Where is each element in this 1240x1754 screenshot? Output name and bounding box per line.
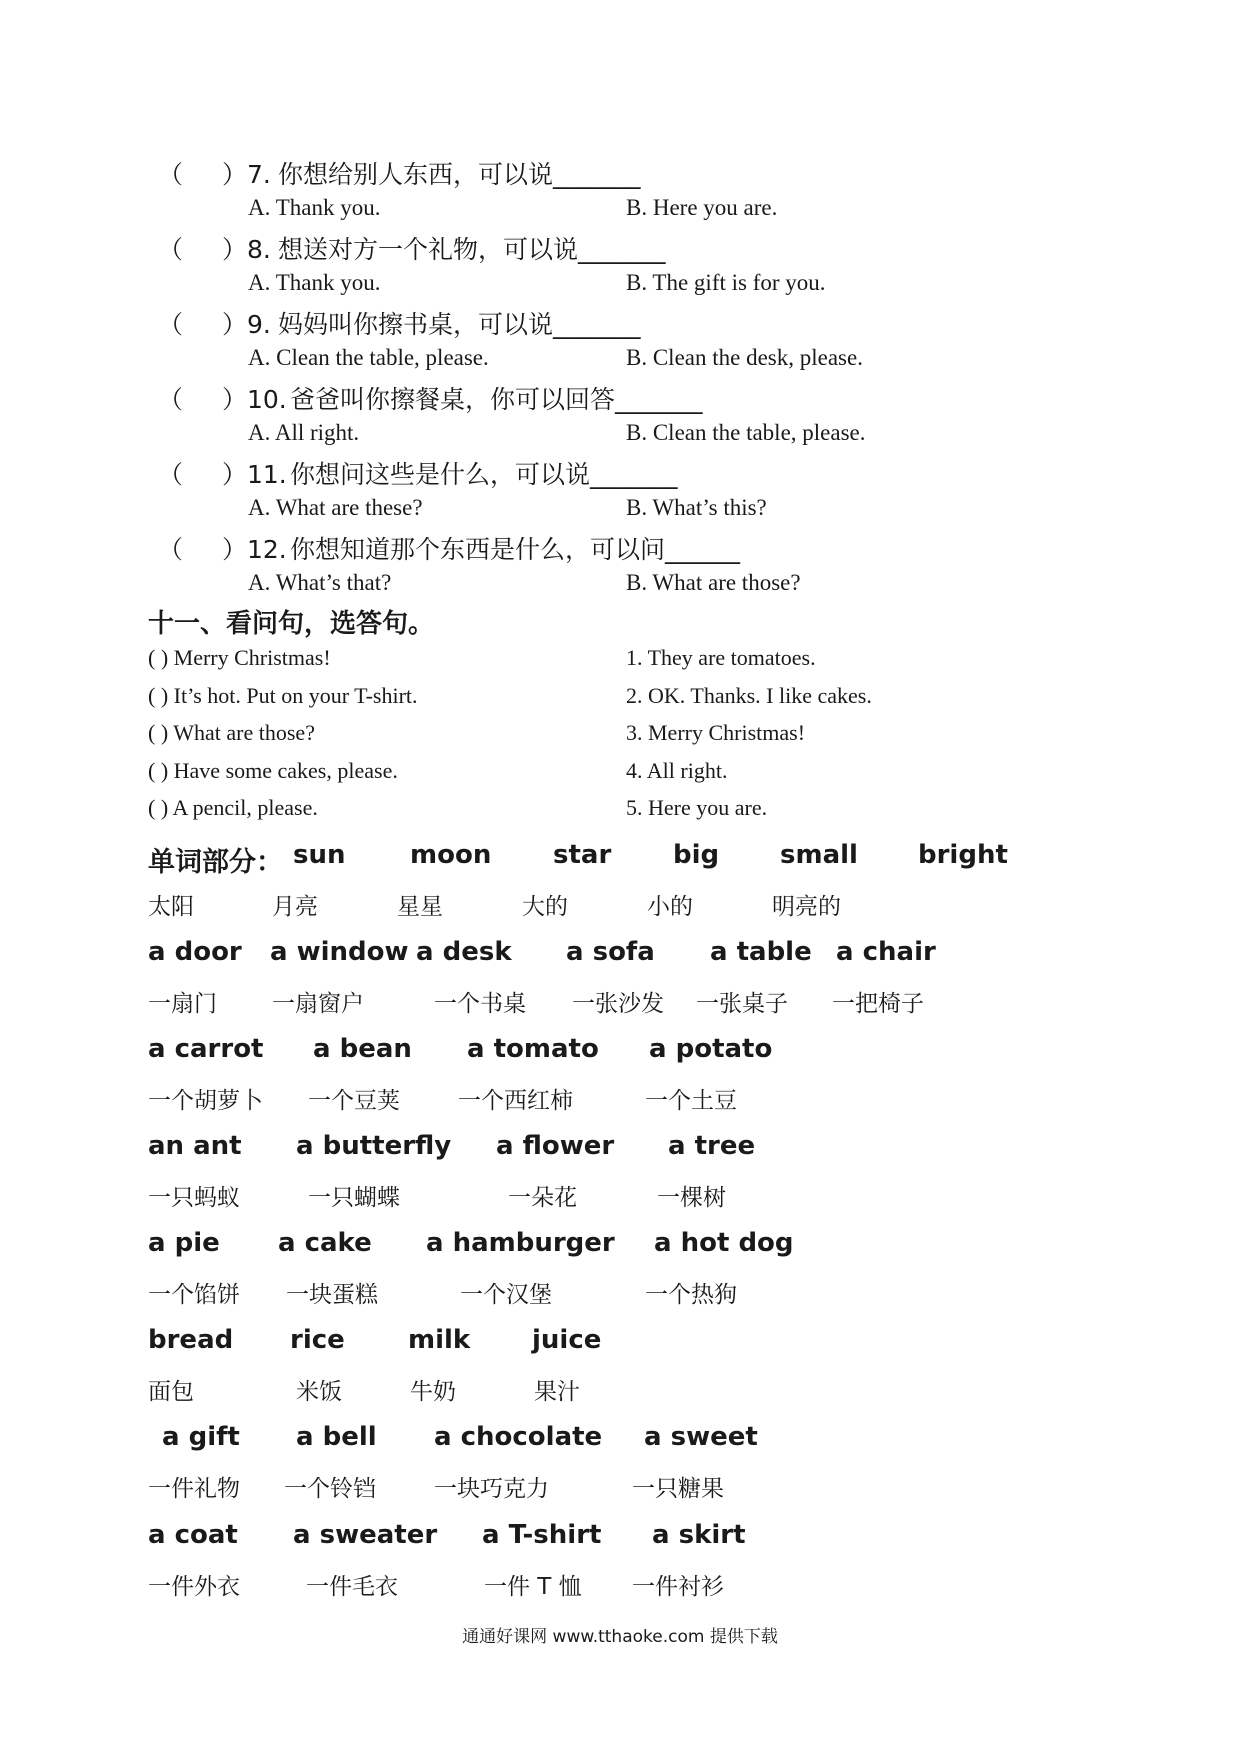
vocab-translation: 米饭 [296, 1379, 342, 1405]
question-11-number: ）11. [222, 460, 287, 489]
question-7-number: ）7. [222, 160, 271, 189]
vocab-word: small [780, 840, 858, 870]
question-9-option-b: B. Clean the desk, please. [626, 345, 863, 370]
vocab-translation: 果汁 [534, 1379, 580, 1405]
vocab-translation: 一只蚂蚁 [148, 1185, 240, 1211]
vocab-translation: 一件 T 恤 [484, 1574, 582, 1600]
vocab-translation: 一件礼物 [148, 1476, 240, 1502]
vocab-word: bread [148, 1325, 234, 1355]
vocab-word: a T-shirt [482, 1520, 602, 1550]
vocab-translation: 一个土豆 [645, 1088, 737, 1114]
question-12-prompt: 你想知道那个东西是什么，可以问______ [290, 535, 741, 564]
question-8-number: ）8. [222, 235, 271, 264]
vocab-word: a chocolate [434, 1422, 603, 1452]
section-11-title: 十一、看问句，选答句。 [148, 609, 435, 639]
vocab-word: moon [410, 840, 492, 870]
vocab-word: a cake [278, 1228, 372, 1258]
vocab-word: a sweet [644, 1422, 758, 1452]
question-11-option-a: A. What are these? [248, 495, 423, 520]
question-12-option-a: A. What’s that? [248, 570, 392, 595]
question-10-number: ）10. [222, 385, 287, 414]
vocab-word: a bell [296, 1422, 377, 1452]
matching-answer-4: 4. All right. [626, 758, 728, 783]
vocab-word: bright [918, 840, 1008, 870]
question-10-option-a: A. All right. [248, 420, 360, 445]
matching-answer-1: 1. They are tomatoes. [626, 645, 816, 670]
vocab-word: a sofa [566, 937, 655, 967]
vocab-word: a gift [162, 1422, 240, 1452]
vocab-translation: 小的 [647, 894, 693, 920]
vocab-word: a window [270, 937, 409, 967]
vocab-word: a tomato [467, 1034, 599, 1064]
question-11-paren: （ [158, 460, 184, 489]
vocab-word: a chair [836, 937, 936, 967]
vocab-word: milk [408, 1325, 471, 1355]
vocab-word: a desk [416, 937, 512, 967]
matching-answer-2: 2. OK. Thanks. I like cakes. [626, 683, 872, 708]
question-12-number: ）12. [222, 535, 287, 564]
vocab-translation: 一个铃铛 [284, 1476, 376, 1502]
question-9-paren: （ [158, 310, 184, 339]
vocabulary-heading: 单词部分： [148, 847, 283, 878]
vocab-word: a coat [148, 1520, 238, 1550]
vocab-translation: 太阳 [148, 894, 194, 920]
question-7-option-a: A. Thank you. [248, 195, 381, 220]
vocab-word: star [553, 840, 612, 870]
question-7-paren: （ [158, 160, 184, 189]
vocab-translation: 月亮 [272, 894, 318, 920]
vocab-translation: 一张桌子 [696, 991, 788, 1017]
vocab-word: a skirt [652, 1520, 746, 1550]
vocab-translation: 一张沙发 [572, 991, 664, 1017]
vocab-word: a hamburger [426, 1228, 615, 1258]
vocab-word: a potato [649, 1034, 773, 1064]
question-7-prompt: 你想给别人东西，可以说_______ [278, 160, 641, 189]
question-11-prompt: 你想问这些是什么，可以说_______ [290, 460, 678, 489]
page-footer: 通通好课网 www.tthaoke.com 提供下载 [462, 1627, 778, 1647]
vocab-translation: 一只糖果 [632, 1476, 724, 1502]
vocab-translation: 一个馅饼 [148, 1282, 240, 1308]
vocab-translation: 一块蛋糕 [286, 1282, 378, 1308]
vocab-word: a table [710, 937, 812, 967]
question-12-option-b: B. What are those? [626, 570, 801, 595]
vocab-word: juice [532, 1325, 602, 1355]
vocab-translation: 星星 [397, 894, 443, 920]
question-8-paren: （ [158, 235, 184, 264]
question-11-option-b: B. What’s this? [626, 495, 767, 520]
question-8-option-a: A. Thank you. [248, 270, 381, 295]
vocab-word: rice [290, 1325, 345, 1355]
vocab-translation: 一把椅子 [832, 991, 924, 1017]
vocab-translation: 一棵树 [657, 1185, 726, 1211]
vocab-translation: 大的 [522, 894, 568, 920]
vocab-translation: 明亮的 [772, 894, 841, 920]
question-10-prompt: 爸爸叫你擦餐桌，你可以回答_______ [290, 385, 703, 414]
vocab-translation: 一个西红柿 [458, 1088, 573, 1114]
vocab-word: a hot dog [654, 1228, 794, 1258]
vocab-word: an ant [148, 1131, 242, 1161]
vocab-word: a door [148, 937, 242, 967]
vocab-word: a pie [148, 1228, 220, 1258]
vocab-translation: 一个热狗 [645, 1282, 737, 1308]
vocab-word: a tree [668, 1131, 756, 1161]
vocab-translation: 一个汉堡 [460, 1282, 552, 1308]
question-8-option-b: B. The gift is for you. [626, 270, 826, 295]
vocab-translation: 一个书桌 [434, 991, 526, 1017]
vocab-translation: 一个胡萝卜 [148, 1088, 263, 1114]
vocab-translation: 一扇门 [148, 991, 217, 1017]
matching-question-4: ( ) Have some cakes, please. [148, 758, 398, 783]
question-9-prompt: 妈妈叫你擦书桌，可以说_______ [278, 310, 641, 339]
matching-question-2: ( ) It’s hot. Put on your T-shirt. [148, 683, 418, 708]
vocab-word: a flower [496, 1131, 615, 1161]
matching-question-3: ( ) What are those? [148, 720, 315, 745]
vocab-translation: 牛奶 [410, 1379, 456, 1405]
vocab-translation: 一件毛衣 [306, 1574, 398, 1600]
vocab-word: a sweater [293, 1520, 438, 1550]
vocab-translation: 一块巧克力 [434, 1476, 549, 1502]
vocab-word: a butterfly [296, 1131, 452, 1161]
question-10-paren: （ [158, 385, 184, 414]
question-12-paren: （ [158, 535, 184, 564]
question-10-option-b: B. Clean the table, please. [626, 420, 866, 445]
matching-question-1: ( ) Merry Christmas! [148, 645, 331, 670]
question-7-option-b: B. Here you are. [626, 195, 778, 220]
matching-answer-3: 3. Merry Christmas! [626, 720, 806, 745]
vocab-translation: 一个豆荚 [308, 1088, 400, 1114]
vocab-translation: 面包 [148, 1379, 194, 1405]
matching-answer-5: 5. Here you are. [626, 795, 768, 820]
question-8-prompt: 想送对方一个礼物，可以说_______ [278, 235, 666, 264]
vocab-translation: 一只蝴蝶 [308, 1185, 400, 1211]
matching-question-5: ( ) A pencil, please. [148, 795, 318, 820]
vocab-translation: 一件衬衫 [632, 1574, 724, 1600]
question-9-number: ）9. [222, 310, 271, 339]
vocab-translation: 一件外衣 [148, 1574, 240, 1600]
vocab-word: big [673, 840, 720, 870]
vocab-translation: 一朵花 [508, 1185, 577, 1211]
question-9-option-a: A. Clean the table, please. [248, 345, 489, 370]
vocab-word: sun [293, 840, 346, 870]
vocab-translation: 一扇窗户 [272, 991, 364, 1017]
vocab-word: a carrot [148, 1034, 264, 1064]
vocab-word: a bean [313, 1034, 412, 1064]
